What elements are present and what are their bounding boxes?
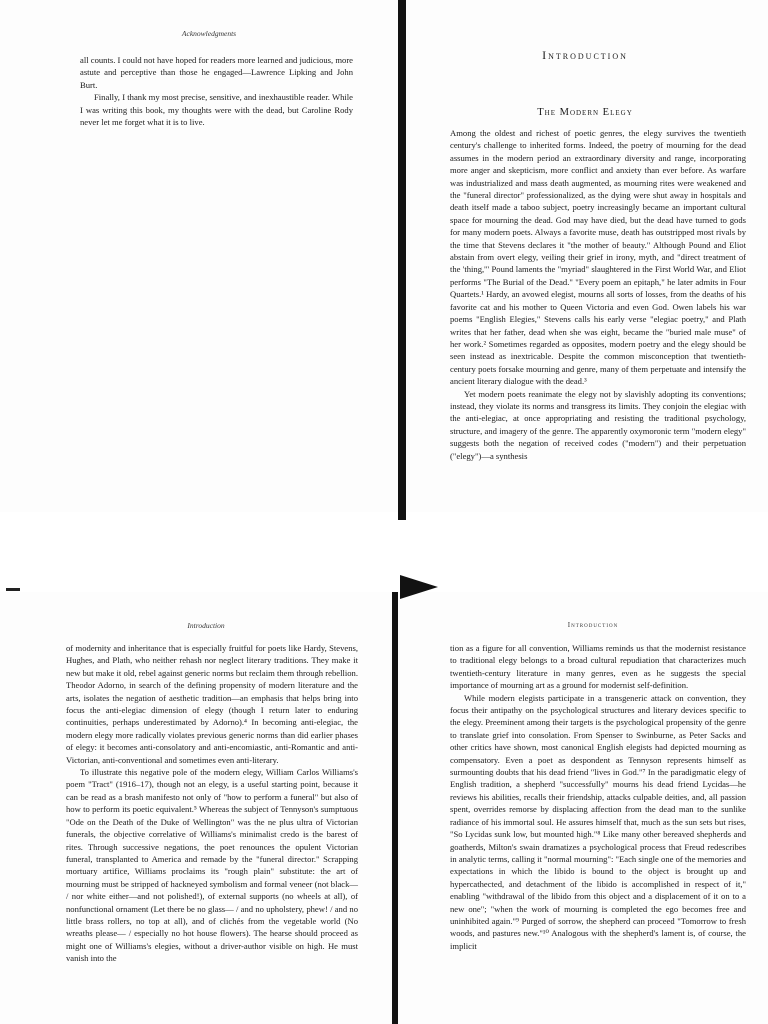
- page-introduction-right: [398, 592, 768, 1024]
- paragraph: tion as a figure for all convention, Williams reminds us that the modernist resistance to traditional elegy belongs to a broad cultural repudiation that characterizes much twentieth-century literature in many genres, even as he suggests the special importance of mourning art as a ground for modernist self-definition.: [450, 643, 746, 691]
- page-acknowledgments-xvi: [0, 0, 398, 512]
- chapter-title: Introduction: [542, 48, 628, 62]
- body-text: [80, 54, 353, 128]
- running-head: Introduction: [187, 621, 225, 630]
- running-head: Acknowledgments: [181, 29, 237, 38]
- paragraph: While modern elegists participate in a transgeneric attack on convention, they focus their antipathy on the psychological structures and literary devices specific to the elegy. Preeminent among their targets is the psychological propensity of the genre to translate grief into consolation. From Spenser to Swinburne, as Peter Sacks and other critics have shown, most canonical English elegists had depicted mourning as compensatory. Even a poet as despondent as Tennyson represents himself as surmounting doubts that his dead friend "lives in God."⁷ In the paradigmatic elegy of English tradition, a shepherd "successfully" mourns his dead friend Lycidas—he reviews his abilities, recalls their friendship, attacks culpable deities, and, all passion spent, overrides remorse by displacing affection from the dead man to the sunlike radiance of his immortal soul. He assures himself that, much as the sun sets but rises, "So Lycidas sunk low, but mounted high."⁸ Like many other bereaved shepherds and goatherds, Milton's swain dramatizes a psychological process that Freud redescribes in analytic terms, calling it "normal mourning": "Each single one of the memories and expectations in which the libido is bound to the object is brought up and hypercathected, and detachment of the libido is accomplished in respect of it," enabling "withdrawal of the libido from this object and a displacement of it on to a new one"; "when the work of mourning is completed the ego becomes free and uninhibited again."⁹ Purged of sorrow, the shepherd can proceed "Tomorrow to fresh woods, and pastures new."¹⁰ Analogous with the shepherd's lament is, of course, the implicit: [450, 692, 746, 951]
- paragraph: To illustrate this negative pole of the modern elegy, William Carlos Williams's poem "Tract" (1916–17), though not an elegy, is a useful starting point, because it can be read as a brash manifesto not only of "how to perform a funeral" but also of how to perform its poetic equivalent.⁵ Whereas the subject of Tennyson's sumptuous "Ode on the Death of the Duke of Wellington" was the ne plus ultra of Victorian funerals, the objective correlative of Williams's minimalist credo is the barest of rites. Through successive negations, the poet renounces the opulent Victorian funeral, transplanted to America and remade by the "funeral director." Scrapping mortuary artifice, Williams proclaims its "rough plain" substitute: the art of mourning must be stripped of hackneyed symbolism and formal veneer (not black— / nor white either—and not polished!), of external supports (no wheels at all), of nonfunctional ornament (Let there be no glass— / and no upholstery, phew! / and no little brass rollers, no top at all), and of clichés from the vegetable world (No wreaths please— / especially no hot house flowers). The hearse should proceed as might one of Williams's elegies, without a driver-author visible on high. He must vanish into the: [66, 767, 358, 964]
- paragraph: of modernity and inheritance that is especially fruitful for poets like Hardy, Stevens, Hughes, and Plath, who neither rehash nor neglect literary traditions. They make it new but make it old, rebel against generic norms but reclaim them through rebellion. Theodor Adorno, in search of the defining propensity of modern literature and the arts, isolates the negation of aesthetic tradition—an emphasis that helps bring into focus the anti-elegiac dimension of elegy (though I return later to enduring continuities, perhaps underestimated by Adorno).⁴ In becoming anti-elegiac, the modern elegy more radically violates previous generic norms than did earlier phases of elegy: it becomes anti-consolatory and anti-encomiastic, anti-Romantic and anti-Victorian, anti-conventional and sometimes even anti-literary.: [66, 643, 358, 765]
- paragraph: all counts. I could not have hoped for readers more learned and judicious, more astute and perceptive than those he engaged—Lawrence Lipking and John Burt.: [80, 55, 353, 90]
- scan-gap: [0, 512, 768, 592]
- paragraph: Yet modern poets reanimate the elegy not by slavishly adopting its conventions; instead, they violate its norms and transgress its limits. They conjoin the elegiac with the anti-elegiac, at once appropriating and resisting the traditional psychology, structure, and imagery of the genre. The apparently oxymoronic term "modern elegy" suggests both the negation of received codes ("modern") and their perpetuation ("elegy")—a synthesis: [450, 388, 746, 461]
- paragraph: Among the oldest and richest of poetic genres, the elegy survives the twentieth century's challenge to inherited forms. Indeed, the poetry of mourning for the dead assumes in the modern period an extraordinary diversity and range, incorporating more anger and skepticism, more conflict and anxiety than ever before. As warfare was industrialized and mass death augmented, as mourning rites were weakened and the "funeral director" professionalized, as the dying were shut away in hospitals and death itself made a taboo subject, poetry increasingly became an important cultural space for mourning the dead. God may have died, but the dead have turned to gods for many modern poets. Always a favorite muse, death has outstripped most rivals by the time that Stevens declares it "the mother of beauty." Although Pound and Eliot abstain from overt elegy, veiling their grief in irony, myth, and "direct treatment of the 'thing,'" Pound laments the "myriad" slaughtered in the First World War, and Eliot performs "The Burial of the Dead." "Every poem an epitaph," he later admits in Four Quartets.¹ Hardy, an avowed elegist, mourns all sorts of losses, from the deaths of his favorite cat and his mother to Queen Victoria and even God. Owen labels his war poems "English Elegies," Stevens calls his early verse "elegiac poetry," and Plath writes that her father, dead when she was eight, became the "buried male muse" of her work.² Sometimes regarded as opposites, modern poetry and the elegy should be seen instead as inextricable. Despite the common misconception that twentieth-century poets forsake mourning and genre, many of them perpetuate and intensify the ancient literary dialogue with the dead.³: [450, 128, 746, 387]
- body-text: [450, 127, 746, 462]
- body-text: [66, 642, 358, 965]
- running-head: Introduction: [567, 621, 619, 629]
- body-text: [450, 642, 746, 952]
- bottom-spread: [0, 592, 768, 1024]
- scan-mark: [6, 588, 20, 591]
- book-gutter-top: [398, 0, 406, 520]
- book-gutter-bottom: [392, 592, 398, 1024]
- paragraph: Finally, I thank my most precise, sensitive, and inexhaustible reader. While I was writing this book, my thoughts were with the dead, but Caroline Rody never let me forget what it is to live.: [80, 92, 353, 128]
- page-introduction-left: [0, 592, 392, 1024]
- page-introduction-1: [406, 0, 768, 512]
- section-title: The Modern Elegy: [537, 107, 633, 118]
- book-gutter-notch: [400, 575, 438, 599]
